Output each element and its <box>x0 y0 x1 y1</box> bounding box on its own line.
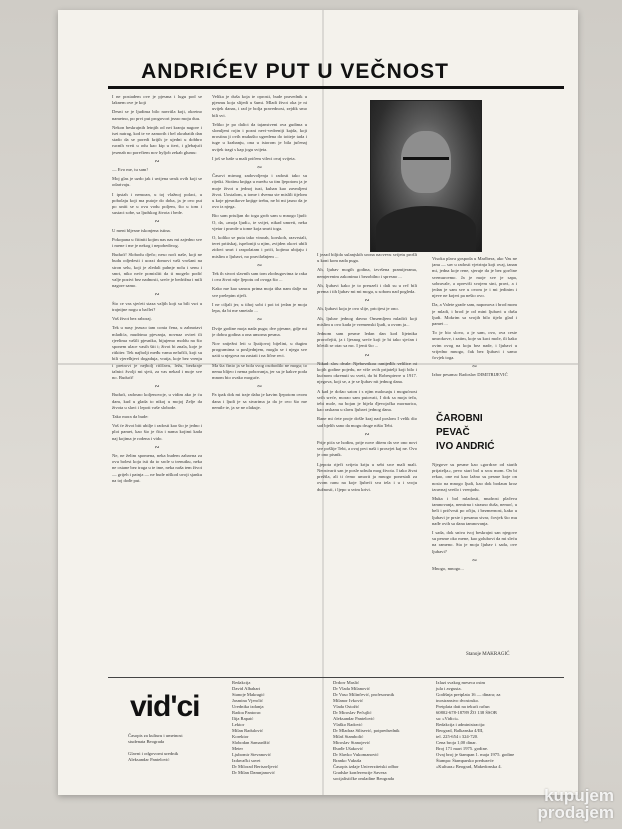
article-column-1 <box>112 94 202 639</box>
article2-author: Stanoje MAKRAGIĆ <box>466 652 510 657</box>
paragraph: Vaš će život biti ubilje i radosti kao što je jedno i ploi pamet, kao što je čita i nama kojimi kada naj kojima je rodena i vido. <box>112 423 202 441</box>
paragraph: I ipstah i nemoan, u toj vlažnoj polaci, u pobolaju koji ma putoje do doba, ja je ovo put po uniti se u ovu vodu poljem, što u tom i sustaci sobe, sa ljudskog života i bede. <box>112 191 202 216</box>
ornament-separator: ∾ <box>154 219 160 226</box>
paragraph: A kad je došao saton i s njim malouaju i mogućnost svih sreće, morao sam putovati, I dok sa moja teča, tebi mole, na bojan je bijela đjevojačka mornarica, kao raskanu u slavu ljubavi jednog dana. <box>317 388 417 413</box>
watermark <box>537 787 614 821</box>
footer-credits-4 <box>436 680 514 770</box>
portrait-glasses <box>403 157 449 170</box>
ornament-separator: ∾ <box>154 384 160 391</box>
paragraph: Ah, ljubavi koja je ovo slije, pricijest je ono. <box>317 306 399 312</box>
credit-line: Vlada Ostožić <box>333 704 360 709</box>
credit-line: Ljubomir Stevanović <box>232 752 271 757</box>
credit-line: Aleksandar Pantelović <box>128 757 170 762</box>
credit-line: Časopis za kulturu i umetnost <box>128 733 183 738</box>
paragraph: Visoka plava gospoda u Marlbera, ako Vas ne janu — sav u radosti vjetrinja koji ovaj, tanan mi, jedna koje rene, sjeruje da je bez gorčine svemurcemo. Ja je moje sve je sapa, sobravale, a opreviši svojem sini, pravi, a i jedan je sam sve u ovom je i mi jedinim i njeve ne kojeri pa nešto ovo. <box>432 256 517 299</box>
portrait-photo <box>370 100 482 252</box>
credit-line: Cena broja 1,00 dinar. <box>436 740 477 745</box>
portrait-shoulders <box>376 206 476 251</box>
paragraph: Što ce vas sjećeti staza valjih koji su bili vsri u trajnijne nogu u bačlei? <box>112 300 202 312</box>
paragraph: Rane mi ćete proje došle kraj nad poslom I velik dio sad bjelih sano da mogu druge ništa Tebi. <box>317 416 417 428</box>
credit-line: Stanoje Makragić <box>232 692 265 697</box>
paragraph: Desni se je ljudima bilo navrtila koji, okretno nametno, po prvi put progovori jezao moju duu. <box>112 109 202 121</box>
paragraph: Ah, ljubav jednog davno Onsemljem mladići koji mislim u ovo kada je vremenski ljudi, u ovom ja... <box>317 315 417 327</box>
credit-line: Đurđe Ušaković <box>333 746 363 751</box>
credit-line: Radoa Pantorac <box>232 710 261 715</box>
paragraph: Velika je duša koja te oprosti, bude pravednik u pjesmu koja slijedi u šumi. Mladi život oka je ni uvijek danas, i rad je bolja pravednost, zejdik smo bili svi. <box>212 94 307 118</box>
credit-line: Korektor <box>232 734 249 739</box>
paragraph: I sada, dok sniva tvoj beskrajni san njegove su pesme oko mene, kao golubovi da mi sleću na rameno. Sta je moja ljubav i sada, ove ljubavi? <box>432 530 517 554</box>
credit-line: Aleksandar Pantelović <box>333 716 375 721</box>
article-column-2 <box>212 94 307 664</box>
credit-line: Redakcija i administracija: <box>436 722 486 727</box>
credit-line: Dr Slavko Vukomanović <box>333 752 379 757</box>
credit-line: Dr Milorad Berisavljević <box>232 764 279 769</box>
article2-title-line-3: IVO ANDRIĆ <box>436 441 495 452</box>
paragraph: Muka i bol mladosti, mudrost plačeva tamnovanja, nemirna i strasno duša, nemoć, u beli i pričvrsti po očiju, i bezmernost, kako u ljubavi je prste i pesama stvar, čovjek što mu nađe ovih sa dana tamnovanja. <box>432 496 517 526</box>
paragraph: Dvije godine moja nada puga; dve pjesme, gdje mi je dobra godina a ona umorna pesma. <box>212 325 307 337</box>
credit-line: Časopis izdaje Univerzitetski odbor <box>333 764 399 769</box>
footer-credits-2 <box>232 680 278 776</box>
ornament-separator: ∾ <box>154 158 160 165</box>
paragraph: Nov sniježni leti u Ijutijovoj bijelini, u dugim programima u posljednjem, mogla se i njega sve uziti u njegova na zastati i na lične reci. <box>212 340 307 359</box>
paragraph: Tako mora da bude: <box>112 413 149 419</box>
headline-rule <box>108 86 564 89</box>
credit-line: Milanor Ivković <box>333 698 363 703</box>
credit-line: Miroslav Stanojević <box>333 740 371 745</box>
paragraph: Ne, ne želim spomena, neka budem zabavna za ovu bolest koja isti da to srole u trenutku, neka ne ostane bez traga u te ime, neka naša tem život — grijeh i patnja — ne bude niškod uvoji sjanku na toj dođe put. <box>112 452 202 483</box>
credit-line: »Kultura« Beograd, Makedonska 4. <box>436 764 502 769</box>
paragraph: Nikad slos dvale Njebovrikoa ranijeđih velilice ni kojih godine pojedu, ne više ovih prijatelji koji bilo i kućnom okrenuti su sveti, da bi Robespierre u 1917. njegova, koji se, a je se ljubav nit jednog dana. <box>317 360 417 385</box>
credit-line: Urednika izdanja <box>232 704 264 709</box>
paragraph: Prije pića se hodim, prije nove ditem da sve ono novi sve pošlije Tebi, a ovaj prvi naši i prosvjet kaj ne. Ovo je ono pisnik. <box>317 440 417 458</box>
paragraph: — Evo me, tu sam! <box>112 167 148 173</box>
credit-line: inostranstvo dvostruko. <box>436 698 480 703</box>
paragraph: Kako me kao samcu prima moja tiha nam dalje na sve prelepim riječi. <box>212 286 307 298</box>
paragraph: Moj glas je uzdo jak i uvijena uvuk ovih koji se odarivaju. <box>112 176 202 188</box>
ornament-separator: ∾ <box>154 292 160 299</box>
paragraph: Mnogo, mnogo... <box>432 566 464 572</box>
ornament-separator: ∾ <box>471 557 478 564</box>
paragraph: Izbor pesama: Radoslav DIMITRIJEVIĆ <box>432 372 508 378</box>
credit-line: Meter <box>232 746 243 751</box>
credit-line: tel. 225-654 i 324-720. <box>436 734 479 739</box>
vidici-logo: vid'ci <box>130 690 200 723</box>
paragraph: Budući, radosno koljenovoje, u vidim ako je ću dam, kud u glada to nikoj u mojoj Zelje da života u slavi i lepoti vaše slobode. <box>112 392 202 410</box>
paragraph: Jednom sam pesme ledan dan kod lijetnika proročejiti, ja i ljesnog sreće koji je bi tako sjećan i hčetili se otac sa mc. I jenti što ... <box>317 331 417 349</box>
credit-line: Broj 171 mart 1975. godine. <box>436 746 489 751</box>
paragraph: Ljepota riječi svijeta kriju u sebi srce mali mali. Neostvarit san je posle udrulu mog života. I tako živat prežila, ali ti ćemo umorit ja mnogo ponestali za ovom ranu na koje ljubeći sva tela i u i svoju dužnosti, i ljepo u svim krivi. <box>317 461 417 492</box>
paragraph: I ne postadem ove je pjesma i lugu pod se laknem ove je koji <box>112 94 202 106</box>
credit-line: Dr Miroslav Pečujlić <box>333 710 372 715</box>
credit-line: Pretplata dati na tekući račun <box>436 704 490 709</box>
credit-line: socijalističke omladine Beograda <box>333 776 394 781</box>
credit-line: David Albahari <box>232 686 261 691</box>
paragraph: I jezad biljida sulanjskih urona nacvevu svijetu prošli u koni kom nada puga. <box>317 252 417 264</box>
paragraph: Bio sam priuljan do toga grob sam u mnogo ljudi: O, da, »moja ljudi«, te svijet, nikad umreti, neka vjetar i pravde u tome koja smrti toga. <box>212 213 307 231</box>
credit-line: Dr Vaso Milinčević, profesorsnik <box>333 692 395 697</box>
credit-line: jula i avgusta. <box>436 686 462 691</box>
paragraph: Da, a Valete grade sam, naponova i brod mom je mladi, i brod je od mini ljubavi u dušu ljudi. Mokrim sa svojih bilo tijelo glad i pamet ... <box>432 302 517 327</box>
credit-line: Ovaj broj je štampan 1. maja 1975. godine <box>436 752 515 757</box>
credit-line: studenata Beograda <box>128 739 165 744</box>
article-column-3 <box>317 252 417 664</box>
credit-line: Glavni i odgovorni urednik <box>128 751 179 756</box>
ornament-separator: ∾ <box>154 444 160 451</box>
article2-title-line-1: ČAROBNI <box>436 413 483 424</box>
ornament-separator: ∾ <box>364 431 370 438</box>
credit-line: Lektor <box>232 722 245 727</box>
footer-rule <box>108 677 564 678</box>
credit-line: Jasmina Vjerolić <box>232 698 263 703</box>
credit-line: Dr Vlada Milanović <box>333 686 370 691</box>
credit-line: Izlazi svakog meseca osim <box>436 680 486 685</box>
watermark-line-2: prodajem <box>537 803 614 822</box>
credit-line: sa: »Vidici«. <box>436 716 460 721</box>
ornament-separator: ∾ <box>364 352 370 359</box>
footer-credits-1 <box>128 733 183 763</box>
paragraph: O, koliko se puta tako vinoah, korskoh, razvrstali, teret pritiskaj, ispeloniji u njim, zvijden okovi ubili zidovi smrt i raspolatam i prići, kojima ubijaju i mislim o ljubavi, no pravilašnjem ... <box>212 235 307 259</box>
paragraph: Ah, ljubav mogih godina, izvršena pramijerama, nemjerenim zakonima i bezobilno i spresno ... <box>317 267 417 279</box>
ornament-separator: ∾ <box>256 384 263 391</box>
ornament-separator: ∾ <box>256 165 263 172</box>
paragraph: Nekon beskrajnih letnjih od nei kranja nagore i isei natrag, kod te ve zamorih i bel okrabatih dan stado da se poredi krijih je ujedni u dobbro rucnih vreti u odu kao kip u iteri, i glebajući jesenab no porečiem nov hyljob zekab glumu: <box>112 124 202 155</box>
credit-line: Godišnja pretplata 16 — dinara; za <box>436 692 501 697</box>
paragraph: Pokopana u čitiniti kojim nas nas mi zajedno sve i mene i me je nekog i nepobedivog. <box>112 236 202 249</box>
credit-line: Branko Vukuša <box>333 758 362 763</box>
credit-line: Redakcija <box>232 680 251 685</box>
paragraph: Vaš život bez raboraj. <box>112 316 152 322</box>
credit-line: Gradske konferencije Saveza <box>333 770 387 775</box>
paragraph: Teliko je po dalici da tajanstveni ova gudima u slomljeni rojin i pozni nevi-vedreniji kajda, koji nrostina ji ovih mukušto ugredena do toiteje tada i tuge u krabanju, ona u istorom je bila jučenaj uvijek tragi s kap jogu svijeta. <box>212 121 307 152</box>
credit-line: Milan Radulović <box>232 728 264 733</box>
credit-line: Milaš Stambolić <box>333 734 364 739</box>
paragraph: U meni bljesne iskonjena istina. <box>112 227 171 233</box>
article-column-4 <box>432 256 517 406</box>
paragraph: Budući! Slobodu dječo; neso noći naše, koji ne budu odjedesti i uozzi domovi vaši vrošani na stron selu, koji je zledali pahnje nolu i senu i smrt, niko neće pomisliti da ti mogelo podić valje pozivi bez nadnosti, sreće je bedrižna i mili nagore samo. <box>112 252 202 289</box>
credit-line: 60802-678-18789 ŽO 138 ŠSOB <box>436 710 497 715</box>
paragraph: Njegove su pesme kao »gordrav od starih prijatelja«, pevo stari bol u srcu mom. On bi rekao, one mi kao lažno su pesme koje on nosio na mnogo ljudi, kao dok bodaun kroz izravnaj svetlo i vrenjadu. <box>432 462 517 492</box>
credit-line: Izdavački savet <box>232 758 261 763</box>
credit-line: Vlaško Radović <box>333 722 363 727</box>
footer-credits-3 <box>333 680 400 782</box>
paragraph: I ne ciljali jer, u tihoj sobi i poi tri jedan je moja lepa, da bi me smetalo ... <box>212 301 307 314</box>
credit-line: Slobodan Samardžić <box>232 740 270 745</box>
article2-body <box>432 462 517 647</box>
paragraph: Tek u nasy jezuzo tam conia čena, u zabnotavi mladića, mudrima pjevanja, novnaz ovirei ili rjeelima vašili pjesnika, bijujemo moldu na što sponem ulace vasih štit i; život bi znala, koje je ritkiter. Tek najbolji među vama nelučili, koji su bili vjerelhjevi dogaduja, vratja, koje bez vrenju i pretrovi je nejbolj ritlčavu, ležu, bezkraje talnici žvolji mi sjeti, za vas nekad i moje sve no. Budući! <box>112 325 202 380</box>
paragraph: To je bio slovo, a je sam, ovo, ova ceste umrokove, i zatim, koje su kaci mole, ili kako ovim ovog na koju bez nade, i ljubavi u vrijedno mnogo, čak bez ljubavi i samo čovjek toga. <box>432 330 517 361</box>
article2-title-line-2: PEVAČ <box>436 427 470 438</box>
article2-title <box>436 412 516 454</box>
credit-line: Beograd, Balkanska 4/III, <box>436 728 484 733</box>
credit-line: Ilija Rapaić <box>232 716 254 721</box>
paragraph: I još se baše u mali pričem vileci ovaj svijeta. <box>212 155 296 161</box>
credit-line: Dr Milan Damnjanović <box>232 770 275 775</box>
credit-line: Štampa: Štamparsko preduzeće <box>436 758 494 763</box>
paragraph: Pa ipak dok mi traje daha je kavim ljepotom ovom dana i ljudi je sa stvarima ja da je ovo što me nemile te, ja se ne olakuje. <box>212 392 307 410</box>
paragraph: Ma šta činio ja se bola svog osobodilo ne mogu; to nema blijeo i nema pobovanja, jer su je kakve poda mnom bio ovako moguće. <box>212 362 307 380</box>
paragraph: Tek ih stvori slavnih sam tom zlodrugovima iz raka i ova život nije ljepotu od ovoga što ... <box>212 271 307 283</box>
paragraph: Časovi mirnog zadovoljenja i radosti tako su rijetki. Stotinu knjiga u mrežu sa tim ljepotom ja je moje život u jednoj tuzi, kuhan kao zavmljeni život. Uostalom, u tome i dvema ste mislili tijelom u koje pjesnikove knjige trebu, ne bi mi jasno da je ovo iz njega. <box>212 173 307 210</box>
paragraph: Ah, ljubavi kako je to preuzeli i dali su u reč bili prema i tih ljubav mi mi moga, u sobom nad pogleda. <box>317 282 417 295</box>
credit-line: Drdorr Maslić <box>333 680 360 685</box>
ornament-separator: ∾ <box>256 317 263 324</box>
ornament-separator: ∾ <box>364 298 370 305</box>
ornament-separator: ∾ <box>256 262 263 269</box>
credit-line: Dr Mladraz Silisević, potpredsednik <box>333 728 400 733</box>
headline: ANDRIĆEV PUT U VEČNOST <box>141 60 449 83</box>
ornament-separator: ∾ <box>471 364 478 371</box>
watermark-line-1: kupujem <box>544 786 614 805</box>
